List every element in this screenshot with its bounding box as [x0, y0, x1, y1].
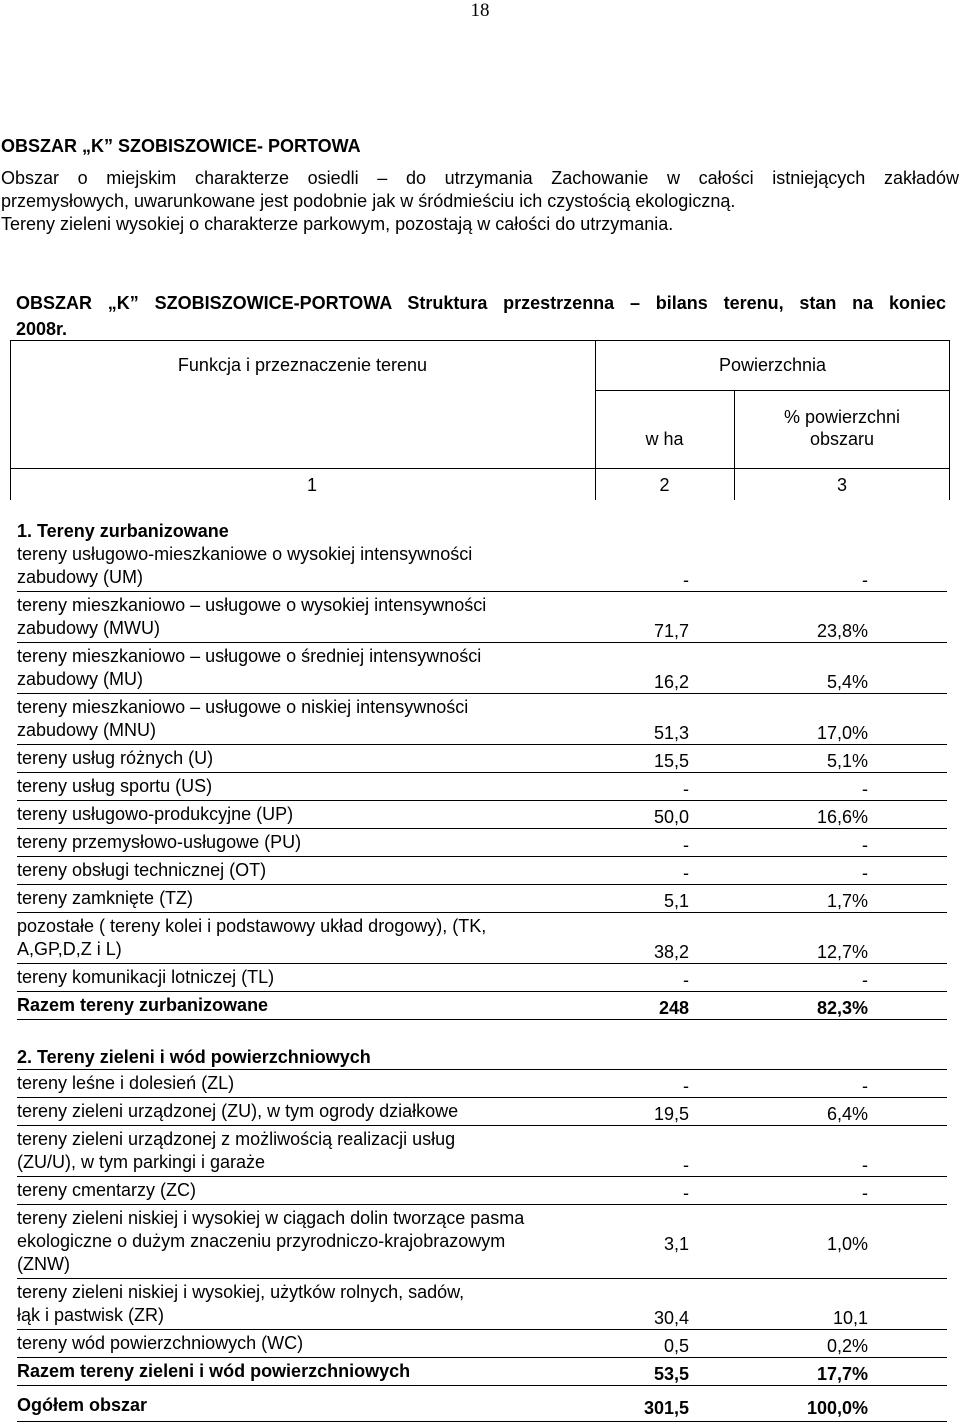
row-ha-value: 71,7 [653, 621, 689, 641]
row-label [17, 645, 617, 691]
row-label [17, 831, 617, 854]
row-pct-value: - [862, 1155, 868, 1175]
row-label-line: tereny mieszkaniowo – usługowe o niskiej intensywności [17, 697, 469, 717]
row-separator [17, 963, 947, 964]
table-row [17, 859, 947, 884]
table-row [17, 966, 947, 991]
row-ha-value: 19,5 [653, 1104, 689, 1124]
row-label [17, 803, 617, 826]
header-function: Funkcja i przeznaczenie terenu [177, 355, 428, 375]
row-ha-value: - [683, 970, 689, 990]
row-ha-value: 3,1 [663, 1234, 689, 1254]
col-index-1: 1 [306, 475, 317, 495]
row-separator [17, 1019, 947, 1020]
row-separator [17, 1125, 947, 1126]
row-label-line: ekologiczne o dużym znaczeniu przyrodniczo-krajobrazowym [17, 1231, 506, 1251]
row-label-line: tereny zieleni urządzonej (ZU), w tym ogrody działkowe [17, 1101, 459, 1121]
row-label-line: tereny wód powierzchniowych (WC) [17, 1333, 304, 1353]
row-ha-value: - [683, 779, 689, 799]
row-ha-value: - [683, 1076, 689, 1096]
row-label-line: pozostałe ( tereny kolei i podstawowy układ drogowy), (TK, [17, 916, 487, 936]
table-row [17, 747, 947, 772]
row-label-line: A,GP,D,Z i L) [17, 939, 122, 959]
table-row [17, 594, 947, 642]
section-title: OBSZAR „K” SZOBISZOWICE- PORTOWA [1, 136, 361, 156]
row-separator [17, 642, 947, 643]
page-number: 18 [470, 0, 490, 21]
row-label [17, 1128, 617, 1174]
row-label [17, 859, 617, 882]
row-ha-value: 50,0 [653, 807, 689, 827]
table-row [17, 775, 947, 800]
row-separator [17, 1278, 947, 1279]
row-label [17, 747, 617, 770]
total-row [17, 1360, 947, 1385]
row-label-line: tereny usługowo-mieszkaniowe o wysokiej intensywności [17, 544, 473, 564]
row-label-line: tereny obsługi technicznej (OT) [17, 860, 267, 880]
table-row [17, 645, 947, 693]
section-heading: 2. Tereny zieleni i wód powierzchniowych [17, 1047, 371, 1067]
row-pct-value: - [862, 779, 868, 799]
row-pct-value: - [862, 570, 868, 590]
row-label-line: zabudowy (UM) [17, 567, 144, 587]
row-separator [17, 1097, 947, 1098]
row-label [17, 1100, 617, 1123]
row-ha-value: - [683, 863, 689, 883]
row-label-line: tereny mieszkaniowo – usługowe o średniej intensywności [17, 646, 482, 666]
row-pct-value: 5,4% [826, 672, 868, 692]
row-separator [17, 1329, 947, 1330]
row-pct-value: 16,6% [816, 807, 868, 827]
row-label-line: tereny mieszkaniowo – usługowe o wysokiej intensywności [17, 595, 487, 615]
row-label [17, 594, 617, 640]
table-row [17, 1179, 947, 1204]
row-pct-value: 1,0% [826, 1234, 868, 1254]
intro-line: Tereny zieleni wysokiej o charakterze parkowym, pozostają w całości do utrzymania. [1, 214, 674, 234]
row-label-line: tereny zieleni niskiej i wysokiej w ciągach dolin tworzące pasma [17, 1208, 525, 1228]
header-pct [734, 406, 950, 450]
row-ha-value: 51,3 [653, 723, 689, 743]
row-label [17, 1207, 617, 1276]
row-separator [17, 744, 947, 745]
row-label-line: tereny zieleni niskiej i wysokiej, użytków rolnych, sadów, [17, 1282, 465, 1302]
row-label [17, 1394, 617, 1417]
col-index-2: 2 [659, 475, 670, 495]
section-heading: 1. Tereny zurbanizowane [17, 521, 229, 541]
row-pct-value: 6,4% [826, 1104, 868, 1124]
row-ha-value: 38,2 [653, 942, 689, 962]
row-label-line: tereny leśne i dolesień (ZL) [17, 1073, 235, 1093]
header-pct-line: obszaru [809, 429, 875, 449]
intro-line: przemysłowych, uwarunkowane jest podobnie jak w śródmieściu ich czystością ekologiczną. [1, 191, 736, 211]
row-ha-value: 5,1 [663, 891, 689, 911]
row-label [17, 887, 617, 910]
row-label-line: tereny usług różnych (U) [17, 748, 214, 768]
row-separator [17, 1176, 947, 1177]
header-area: Powierzchnia [718, 355, 827, 375]
col-index-3: 3 [836, 475, 847, 495]
intro-paragraph [1, 167, 959, 236]
row-label [17, 1179, 617, 1202]
row-label [17, 915, 617, 961]
row-label-line: zabudowy (MU) [17, 669, 144, 689]
table-row [17, 543, 947, 591]
row-label-line: (ZU/U), w tym parkingi i garaże [17, 1152, 266, 1172]
row-label-line: łąk i pastwisk (ZR) [17, 1305, 165, 1325]
row-ha-value: 15,5 [653, 751, 689, 771]
intro-line: Obszar o miejskim charakterze osiedli – do utrzymania Zachowanie w całości istniejących zakładów [1, 168, 959, 188]
row-label-line: (ZNW) [17, 1254, 70, 1274]
row-separator [17, 856, 947, 857]
row-pct-value: - [862, 835, 868, 855]
row-pct-value: - [862, 863, 868, 883]
row-ha-value: 248 [658, 998, 689, 1018]
row-label-line: tereny cmentarzy (ZC) [17, 1180, 197, 1200]
row-separator [17, 991, 947, 992]
row-pct-value: - [862, 1076, 868, 1096]
row-pct-value: 82,3% [816, 998, 868, 1018]
row-label-line: Razem tereny zurbanizowane [17, 995, 269, 1015]
table-row [17, 803, 947, 828]
row-pct-value: 100,0% [806, 1398, 868, 1418]
row-separator [17, 884, 947, 885]
row-pct-value: 0,2% [826, 1336, 868, 1356]
table-row [17, 1072, 947, 1097]
row-label-line: tereny zieleni urządzonej z możliwością realizacji usług [17, 1129, 456, 1149]
land-balance-table [10, 340, 950, 500]
row-pct-value: - [862, 1183, 868, 1203]
table-title-line: 2008r. [16, 319, 68, 339]
row-ha-value: - [683, 1155, 689, 1175]
row-separator [17, 693, 947, 694]
row-separator [17, 591, 947, 592]
row-label-line: Ogółem obszar [17, 1395, 148, 1415]
row-pct-value: 17,7% [816, 1364, 868, 1384]
table-title [16, 290, 946, 342]
row-ha-value: 0,5 [663, 1336, 689, 1356]
table-row [17, 1281, 947, 1329]
row-ha-value: 30,4 [653, 1308, 689, 1328]
row-pct-value: 10,1 [832, 1308, 868, 1328]
header-ha: w ha [645, 429, 684, 449]
header-pct-line: % powierzchni [783, 407, 901, 427]
row-label-line: tereny usługowo-produkcyjne (UP) [17, 804, 294, 824]
table-row [17, 1100, 947, 1125]
table-row [17, 1128, 947, 1176]
row-label-line: tereny zamknięte (TZ) [17, 888, 194, 908]
row-label-line: tereny przemysłowo-usługowe (PU) [17, 832, 302, 852]
row-ha-value: 301,5 [643, 1398, 689, 1418]
table-row [17, 831, 947, 856]
total-row [17, 994, 947, 1019]
row-label-line: tereny usług sportu (US) [17, 776, 213, 796]
row-pct-value: 23,8% [816, 621, 868, 641]
table-row [17, 1207, 947, 1278]
row-separator [17, 1357, 947, 1358]
table-title-line: OBSZAR „K” SZOBISZOWICE-PORTOWA Struktura przestrzenna – bilans terenu, stan na koniec [16, 293, 946, 313]
row-ha-value: 16,2 [653, 672, 689, 692]
row-separator [17, 800, 947, 801]
row-label-line: zabudowy (MWU) [17, 618, 161, 638]
row-label-line: Razem tereny zieleni i wód powierzchniowych [17, 1361, 411, 1381]
table-row [17, 1332, 947, 1357]
row-pct-value: 12,7% [816, 942, 868, 962]
row-label [17, 1281, 617, 1327]
row-pct-value: 5,1% [826, 751, 868, 771]
row-label [17, 543, 617, 589]
grand-total-row [17, 1394, 947, 1419]
row-label [17, 1072, 617, 1095]
row-label [17, 994, 617, 1017]
row-label-line: zabudowy (MNU) [17, 720, 157, 740]
row-ha-value: - [683, 835, 689, 855]
row-label-line: tereny komunikacji lotniczej (TL) [17, 967, 275, 987]
row-pct-value: - [862, 970, 868, 990]
row-separator [17, 1069, 947, 1070]
table-body [17, 520, 947, 1422]
row-separator [17, 772, 947, 773]
row-ha-value: - [683, 1183, 689, 1203]
table-header [10, 340, 950, 500]
row-separator [17, 1385, 947, 1386]
row-label [17, 1332, 617, 1355]
table-row [17, 915, 947, 963]
row-pct-value: 17,0% [816, 723, 868, 743]
row-label [17, 696, 617, 742]
row-pct-value: 1,7% [826, 891, 868, 911]
row-ha-value: - [683, 570, 689, 590]
row-separator [17, 828, 947, 829]
row-separator [17, 912, 947, 913]
row-label [17, 966, 617, 989]
table-row [17, 696, 947, 744]
row-ha-value: 53,5 [653, 1364, 689, 1384]
row-label [17, 775, 617, 798]
table-row [17, 887, 947, 912]
row-separator [17, 1204, 947, 1205]
